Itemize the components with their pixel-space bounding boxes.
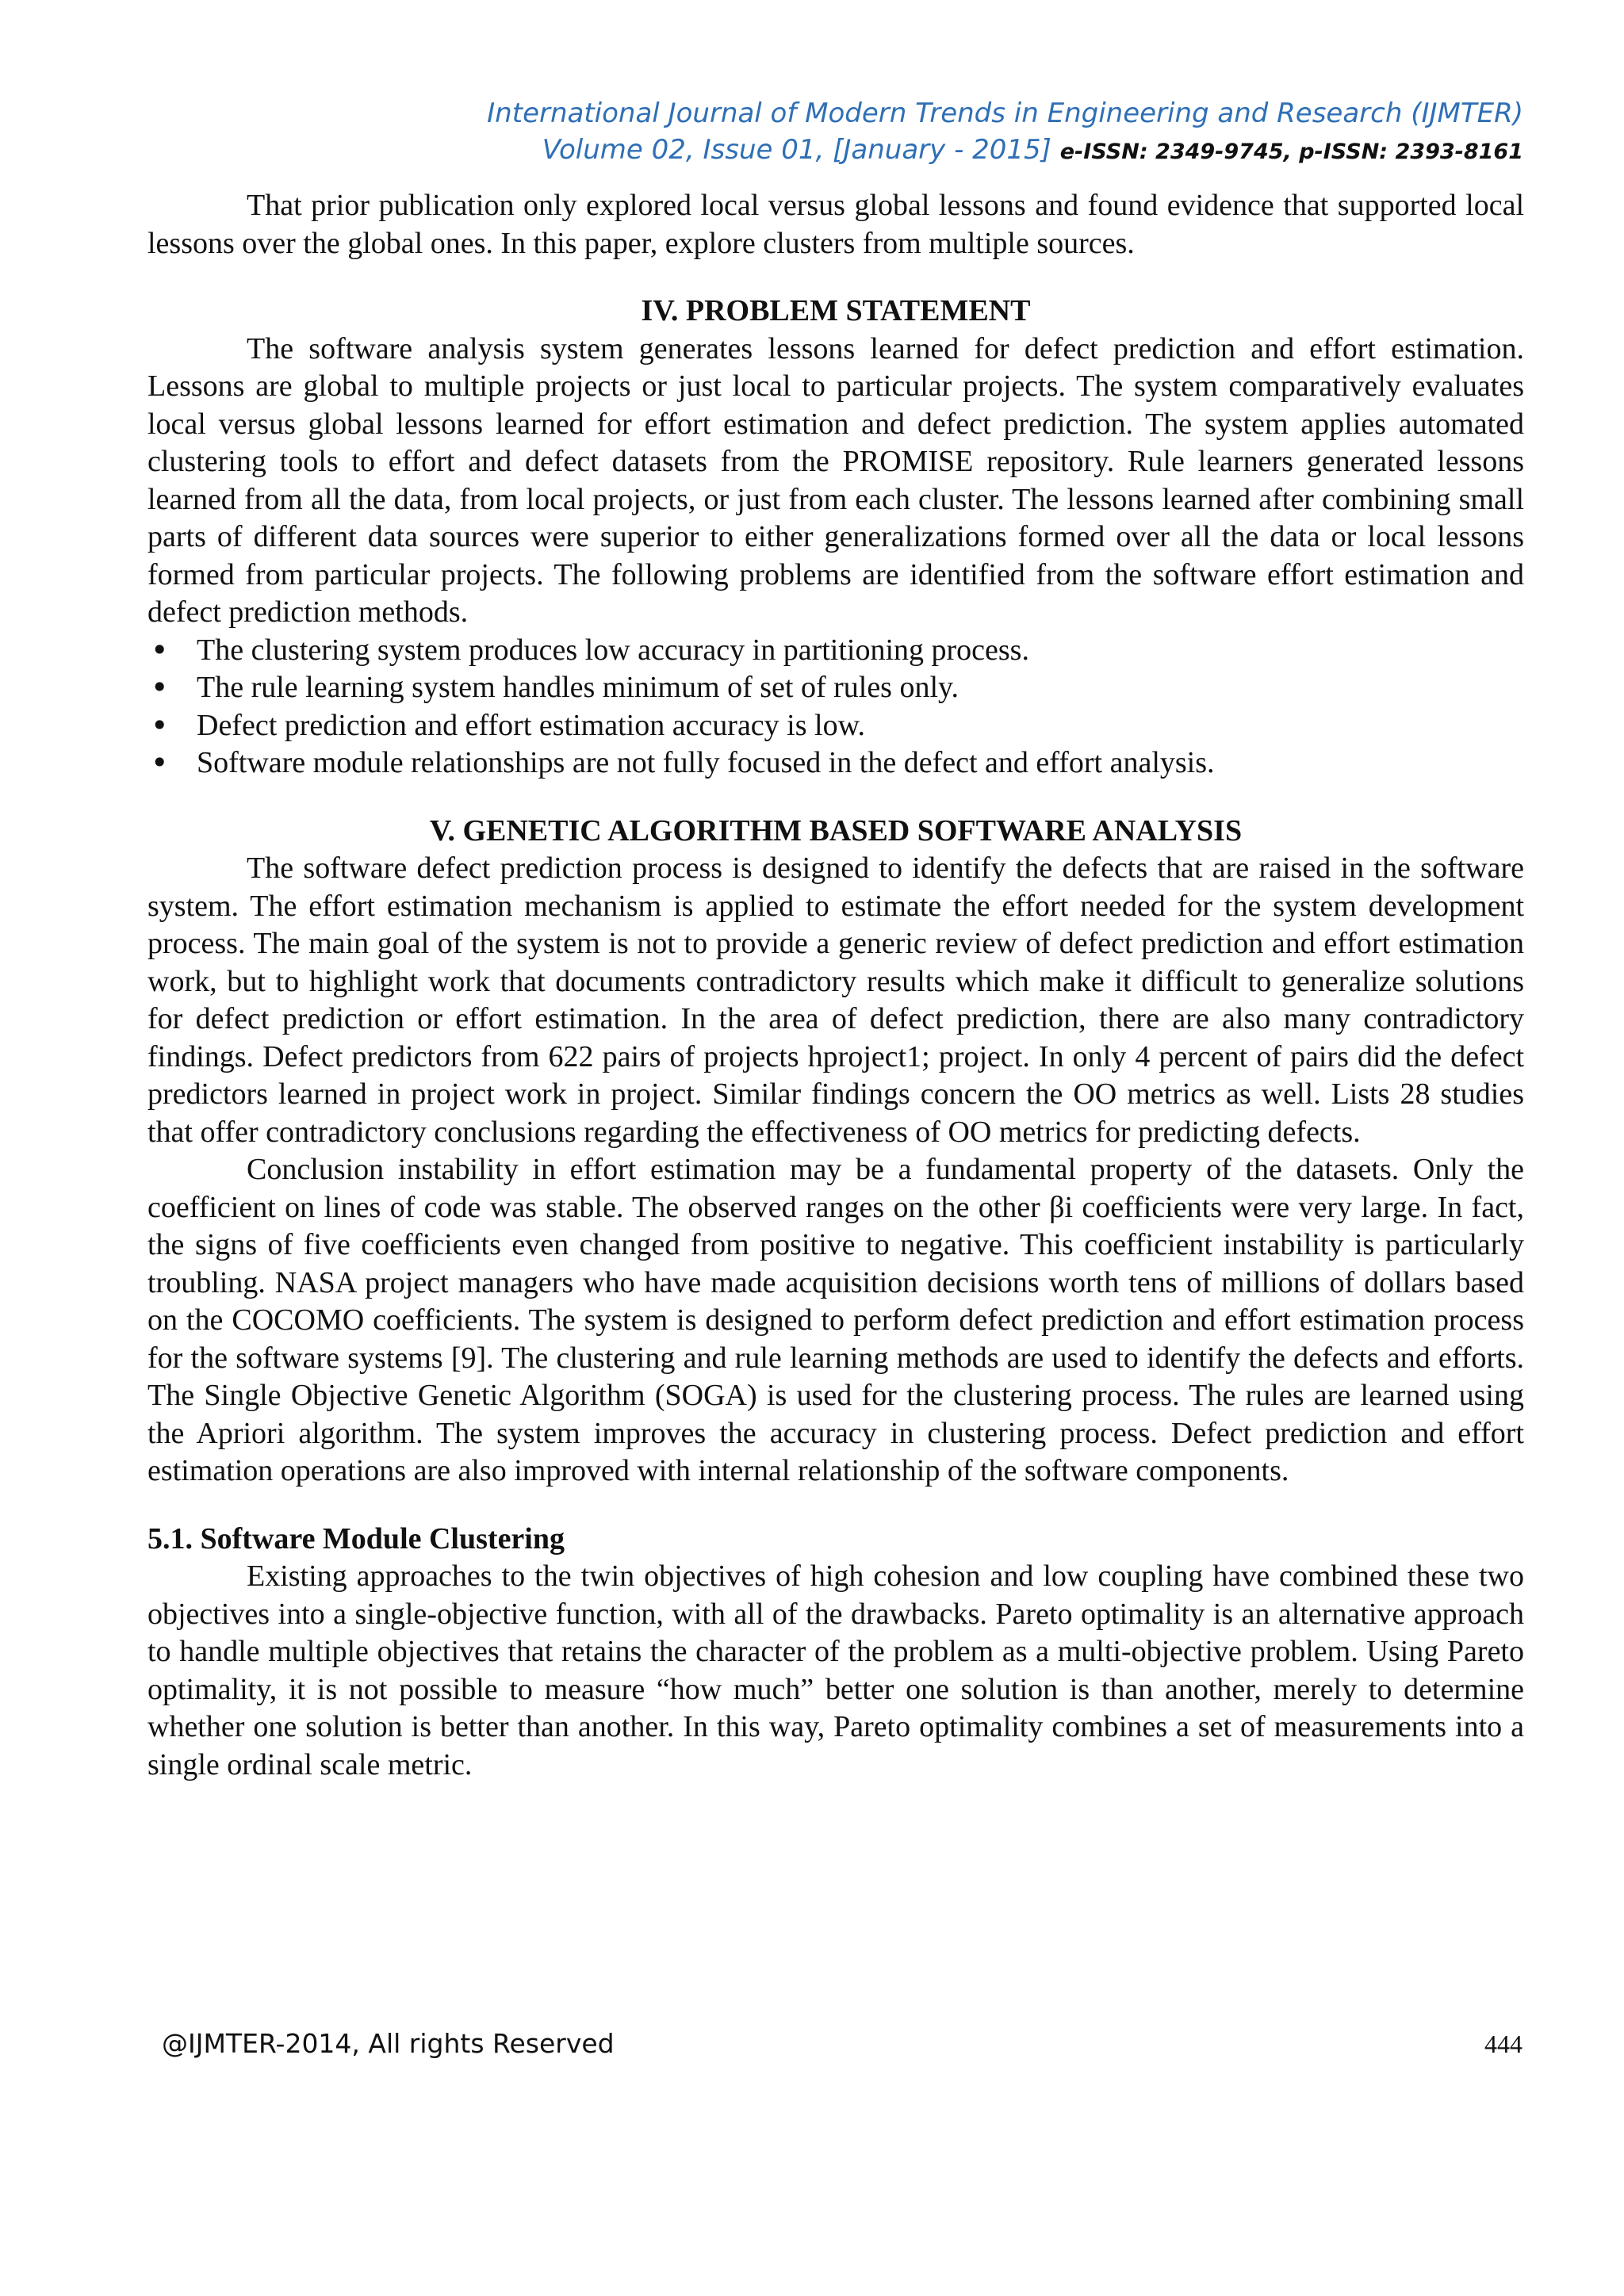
problem-list-item: • Defect prediction and effort estimation accuracy is low. [147, 707, 1524, 745]
page-number: 444 [1484, 2030, 1522, 2058]
intro-paragraph: That prior publication only explored local versus global lessons and found evidence that supported local lessons over the global ones. In this paper, explore clusters from multiple sources. [147, 189, 1524, 260]
problem-list [147, 632, 1524, 783]
problem-list-item: • The rule learning system handles minimum of set of rules only. [147, 669, 1524, 707]
spacer [147, 262, 1524, 293]
journal-header [487, 95, 1523, 170]
footer-copyright: @IJMTER-2014, All rights Reserved [162, 2028, 615, 2059]
journal-issn: e-ISSN: 2349-9745, p-ISSN: 2393-8161 [1059, 140, 1523, 164]
genetic-algorithm-paragraph-1: The software defect prediction process is designed to identify the defects that are raised in the software system. The effort estimation mechanism is applied to estimate the effort needed for the system development process. The main goal of the system is not to provide a generic review of defect prediction and effort estimation work, but to highlight work that documents contradictory results which make it difficult to generalize solutions for defect prediction or effort estimation. In the area of defect prediction, there are also many contradictory findings. Defect predictors from 622 pairs of projects hproject1; project. In only 4 percent of pairs did the defect predictors learned in project work in project. Similar findings concern the OO metrics as well. Lists 28 studies that offer contradictory conclusions regarding the effectiveness of OO metrics for predicting defects. [147, 851, 1524, 1149]
journal-title: International Journal of Modern Trends in Engineering and Research (IJMTER) [487, 98, 1523, 129]
section-heading-genetic-algorithm: V. GENETIC ALGORITHM BASED SOFTWARE ANALYSIS [429, 813, 1243, 848]
subsection-heading-module-clustering: 5.1. Software Module Clustering [147, 1521, 565, 1556]
spacer [147, 783, 1524, 813]
problem-list-item: • The clustering system produces low accuracy in partitioning process. [147, 632, 1524, 670]
section-heading-problem-statement: IV. PROBLEM STATEMENT [641, 294, 1031, 327]
journal-volume-line [487, 132, 1523, 170]
journal-volume: Volume 02, Issue 01, [January - 2015] [542, 134, 1051, 166]
problem-list-item: • Software module relationships are not fully focused in the defect and effort analysis. [147, 744, 1524, 783]
module-clustering-paragraph: Existing approaches to the twin objectives of high cohesion and low coupling have combined these two objectives into a single-objective function, with all of the drawbacks. Pareto optimality is an alternative approach to handle multiple objectives that retains the character of the problem as a multi-objective problem. Using Pareto optimality, it is not possible to measure “how much” better one solution is than another, merely to determine whether one solution is better than another. In this way, Pareto optimality combines a set of measurements into a single ordinal scale metric. [147, 1559, 1524, 1781]
spacer [147, 1490, 1524, 1521]
paper-body [147, 187, 1524, 1784]
problem-statement-paragraph: The software analysis system generates lessons learned for defect prediction and effort estimation. Lessons are global to multiple projects or just local to particular projects. The system comparatively evaluates local versus global lessons learned for effort estimation and defect prediction. The system applies automated clustering tools to effort and defect datasets from the PROMISE repository. Rule learners generated lessons learned from all the data, from local projects, or just from each cluster. The lessons learned after combining small parts of different data sources were superior to either generalizations formed over all the data or local lessons formed from particular projects. The following problems are identified from the software effort estimation and defect prediction methods. [147, 331, 1524, 629]
genetic-algorithm-paragraph-2: Conclusion instability in effort estimation may be a fundamental property of the datasets. Only the coefficient on lines of code was stable. The observed ranges on the other βi coefficients were very large. In fact, the signs of five coefficients even changed from positive to negative. This coefficient instability is particularly troubling. NASA project managers who have made acquisition decisions worth tens of millions of dollars based on the COCOMO coefficients. The system is designed to perform defect prediction and effort estimation process for the software systems [9]. The clustering and rule learning methods are used to identify the defects and efforts. The Single Objective Genetic Algorithm (SOGA) is used for the clustering process. The rules are learned using the Apriori algorithm. The system improves the accuracy in clustering process. Defect prediction and effort estimation operations are also improved with internal relationship of the software components. [147, 1153, 1524, 1487]
